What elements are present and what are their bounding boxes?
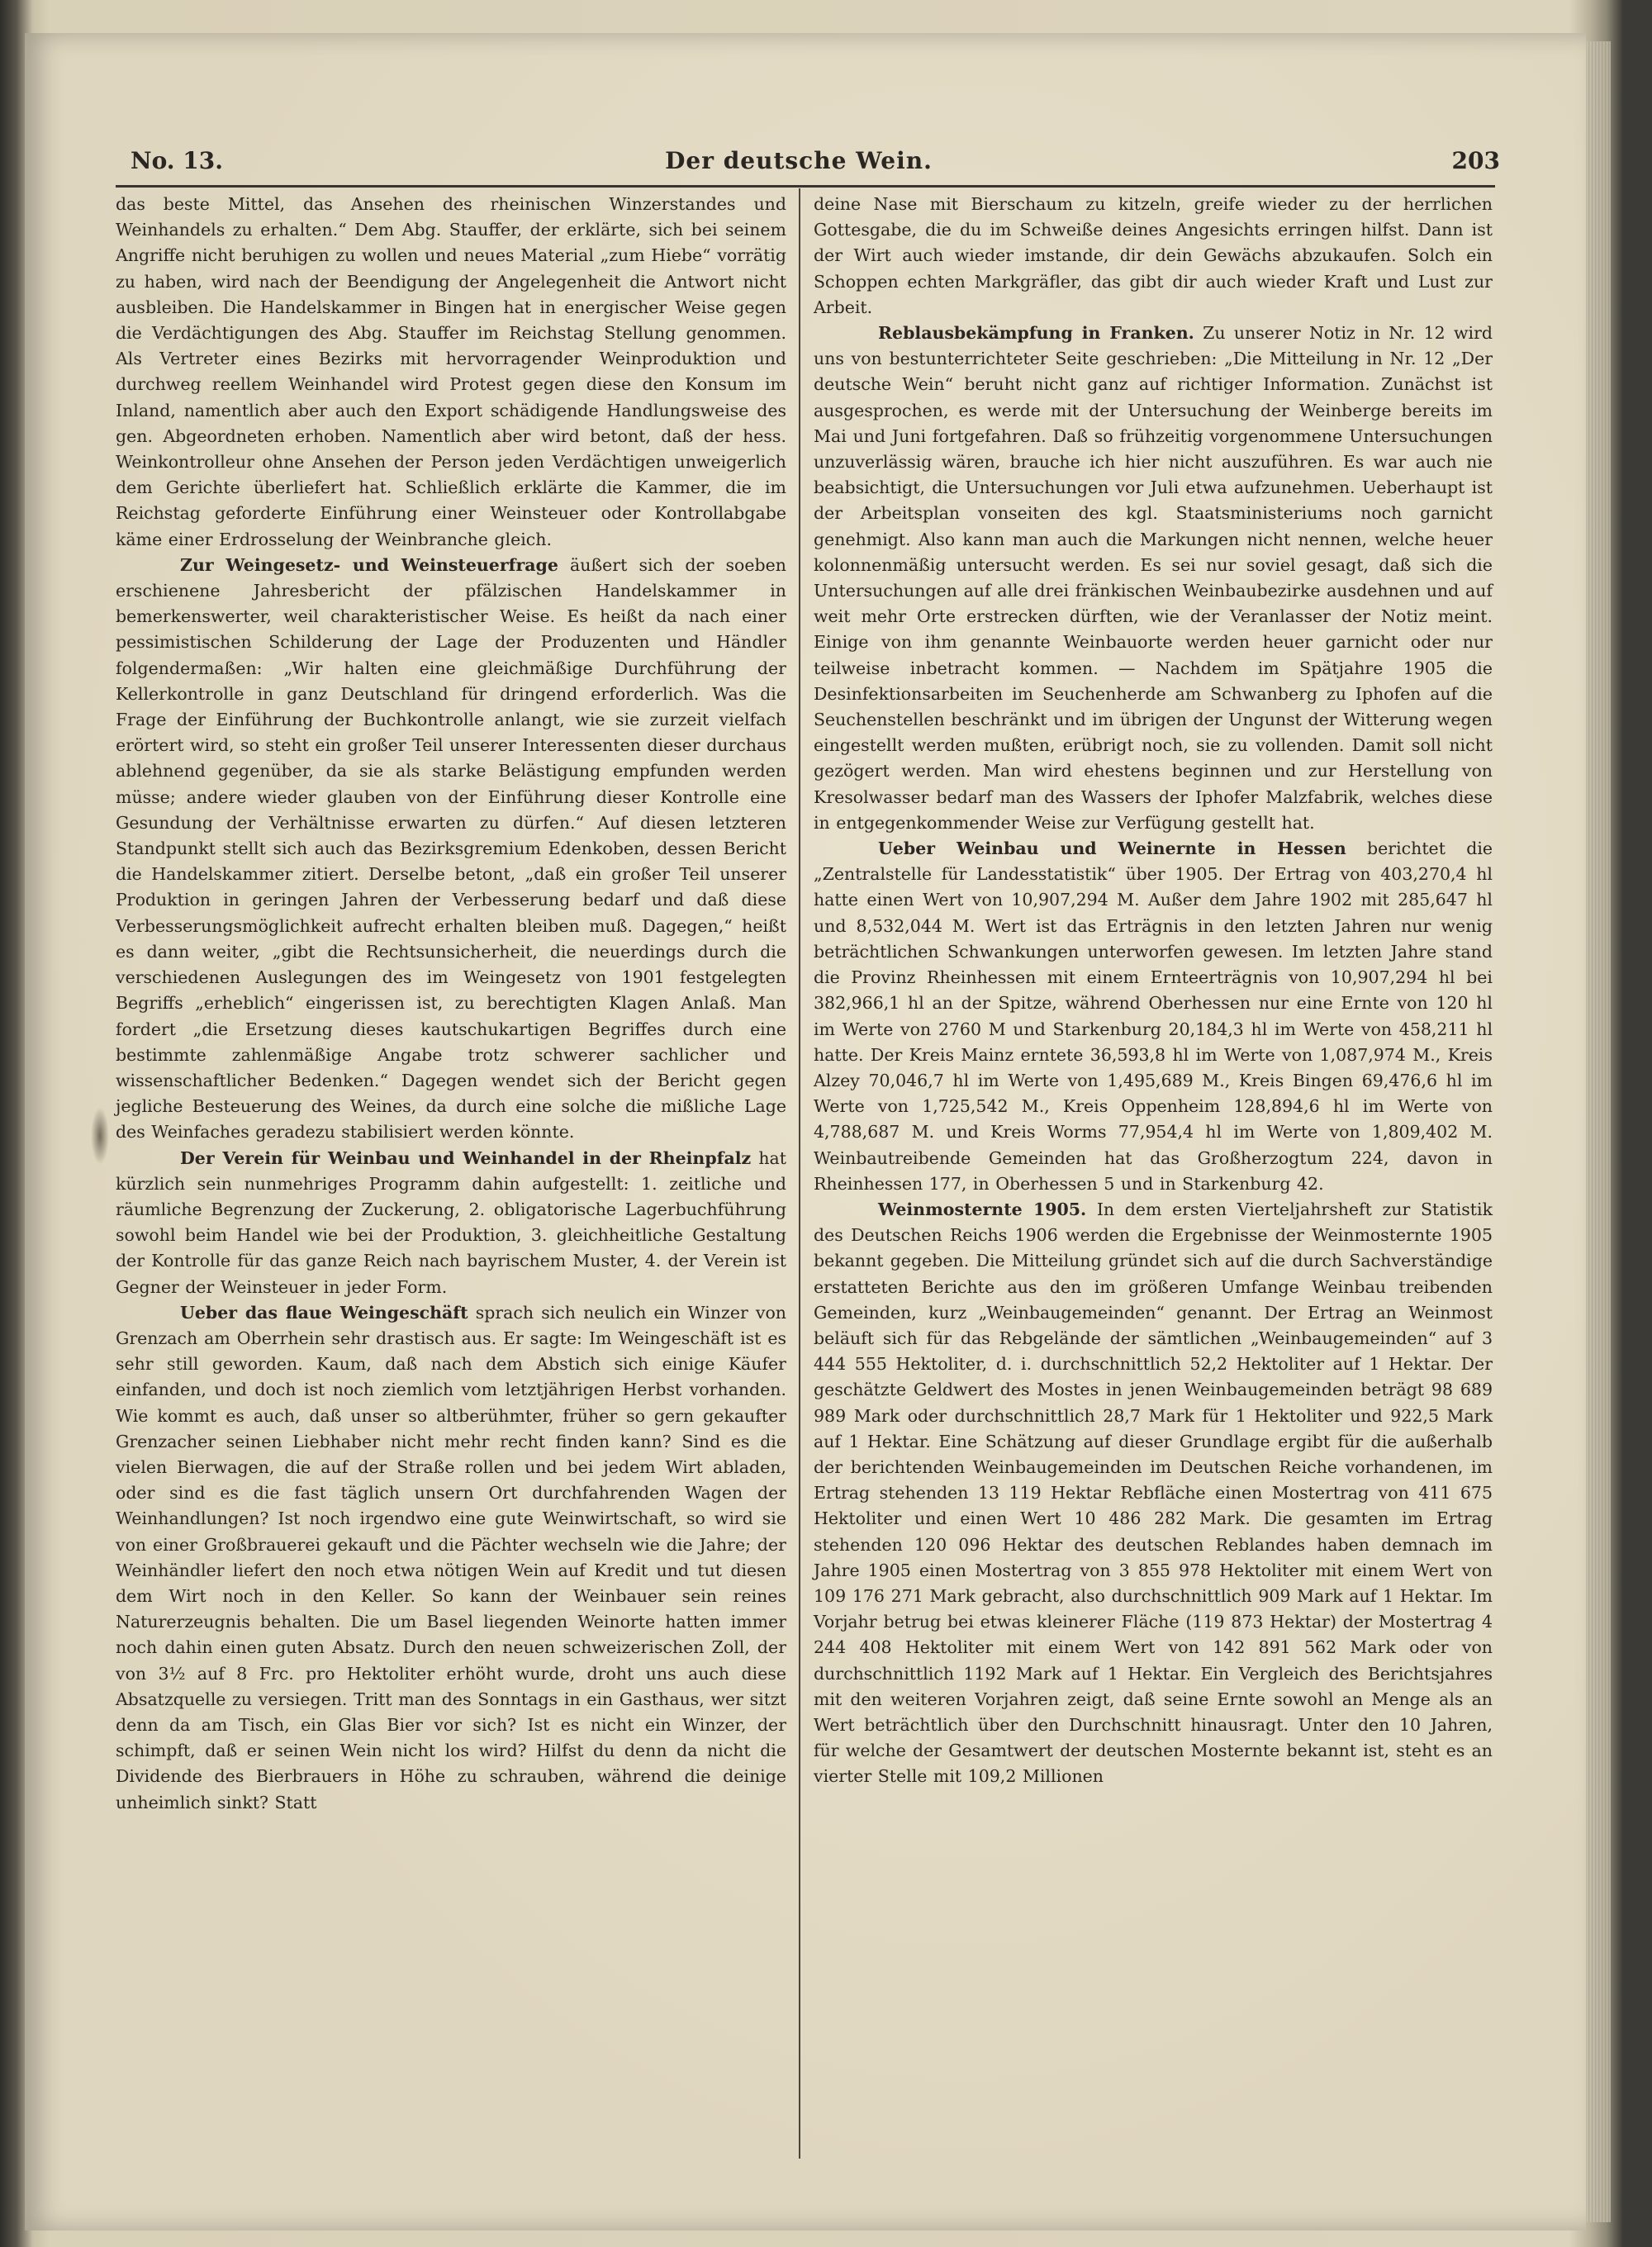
paragraph: [116, 1300, 786, 1816]
paragraph-text: hat kürzlich sein nunmehriges Programm dahin aufgestellt: 1. zeitliche und räumliche Begrenzung der Zuckerung, 2. obligatorische Lagerbuchführung sowohl beim Handel wie bei der Produktion, 3. gleichheitliche Gestaltung der Kontrolle für das ganze Reich nach bayrischem Muster, 4. der Verein ist Gegner der Weinsteuer in jeder Form.: [116, 1147, 786, 1297]
paragraph-text: äußert sich der soeben erschienene Jahresbericht der pfälzischen Handelskammer in bemerkenswerter, weil charakteristischer Weise. Es heißt da nach einer pessimistischen Schilderung der Lage der Produzenten und Händler folgendermaßen: „Wir halten eine gleichmäßige Durchführung der Kellerkontrolle in ganz Deutschland für dringend erforderlich. Was die Frage der Einführung der Buchkontrolle anlangt, wie sie zurzeit vielfach erörtert wird, so steht ein großer Teil unserer Interessenten dieser durchaus ablehnend gegenüber, da sie als starke Belästigung empfunden werden müsse; andere wieder glauben von der Einführung dieser Kontrolle eine Gesundung der Verhältnisse erwarten zu dürfen.“ Auf diesen letzteren Standpunkt stellt sich auch das Bezirksgremium Edenkoben, dessen Bericht die Handelskammer zitiert. Derselbe betont, „daß ein großer Teil unserer Produktion in geringen Jahren der Verbesserung bedarf und daß diese Verbesserungsmöglichkeit aufrecht erhalten bleiben muß. Dagegen,“ heißt es dann weiter, „gibt die Rechtsunsicherheit, die neuerdings durch die verschiedenen Auslegungen des im Weingesetz von 1901 festgelegten Begriffs „erheblich“ eingerissen ist, zu berechtigten Klagen Anlaß. Man fordert „die Ersetzung dieses kautschukartigen Begriffes durch eine bestimmte zahlenmäßige Angabe trotz schwerer sachlicher und wissenschaftlicher Bedenken.“ Dagegen wendet sich der Bericht gegen jegliche Besteuerung des Weines, da durch eine solche die mißliche Lage des Weinfaches geradezu stabilisiert werden könnte.: [116, 554, 786, 1143]
ink-stain: [91, 1107, 109, 1165]
paragraph-heading: Weinmosternte 1905.: [878, 1199, 1087, 1219]
paragraph-text: In dem ersten Vierteljahrsheft zur Statistik des Deutschen Reichs 1906 werden die Ergebnisse der Weinmosternte 1905 bekannt gegeben. Die Mitteilung gründet sich auf die durch Sachverständige erstatteten Berichte aus den im größeren Umfange Weinbau treibenden Gemeinden, kurz „Weinbaugemeinden“ genannt. Der Ertrag an Weinmost beläuft sich für das Rebgelände der sämtlichen „Weinbaugemeinden“ auf 3 444 555 Hektoliter, d. i. durchschnittlich 52,2 Hektoliter auf 1 Hektar. Der geschätzte Geldwert des Mostes in jenen Weinbaugemeinden beträgt 98 689 989 Mark oder durchschnittlich 28,7 Mark für 1 Hektoliter und 922,5 Mark auf 1 Hektar. Eine Schätzung auf dieser Grundlage ergibt für die außerhalb der berichtenden Weinbaugemeinden im Deutschen Reiche vorhandenen, im Ertrag stehenden 13 119 Hektar Rebfläche einen Mostertrag von 411 675 Hektoliter und einen Wert 10 486 282 Mark. Die gesamten im Ertrag stehenden 120 096 Hektar des deutschen Reblandes haben demnach im Jahre 1905 einen Mostertrag von 3 855 978 Hektoliter mit einem Wert von 109 176 271 Mark gebracht, also durchschnittlich 909 Mark auf 1 Hektar. Im Vorjahr betrug bei etwas kleinerer Fläche (119 873 Hektar) der Mostertrag 4 244 408 Hektoliter mit einem Wert von 142 891 562 Mark oder von durchschnittlich 1192 Mark auf 1 Hektar. Ein Vergleich des Berichtsjahres mit den weiteren Vorjahren zeigt, daß seine Ernte sowohl an Menge als an Wert beträchtlich über den Durchschnitt hinausragt. Unter den 10 Jahren, für welche der Gesamtwert der deutschen Mosternte bekannt ist, steht es an vierter Stelle mit 109,2 Millionen: [814, 1199, 1493, 1787]
page-number: 203: [1451, 147, 1500, 174]
paragraph-text: Zu unserer Notiz in Nr. 12 wird uns von bestunterrichteter Seite geschrieben: „Die Mitteilung in Nr. 12 „Der deutsche Wein“ beruht nicht ganz auf richtiger Information. Zunächst ist ausgesprochen, es werde mit der Untersuchung der Weinberge bereits im Mai und Juni fortgefahren. Daß so frühzeitig vorgenommene Untersuchungen unzuverlässig wären, brauche ich hier nicht auszuführen. Es war auch nie beabsichtigt, die Untersuchungen vor Juli etwa aufzunehmen. Ueberhaupt ist der Arbeitsplan vonseiten des kgl. Staatsministeriums noch garnicht genehmigt. Also kann man auch die Markungen nicht nennen, welche heuer kolonnenmäßig untersucht werden. Es sei nur soviel gesagt, daß sich die Untersuchungen auf alle drei fränkischen Weinbaubezirke ausdehnen und auf weit mehr Orte erstrecken dürften, wie der Veranlasser der Notiz meint. Einige von ihm genannte Weinbauorte werden heuer garnicht oder nur teilweise inbetracht kommen. — Nachdem im Spätjahre 1905 die Desinfektionsarbeiten im Seuchenherde am Schwanberg zu Iphofen auf die Seuchenstellen beschränkt und im übrigen der Ungunst der Witterung wegen eingestellt werden mußten, erübrigt noch, sie zu vollenden. Damit soll nicht gezögert werden. Man wird ehestens beginnen und zur Herstellung von Kresolwasser bedarf man des Wassers der Iphofer Malzfabrik, welches diese in entgegenkommender Weise zur Verfügung gestellt hat.: [814, 323, 1493, 833]
journal-title: Der deutsche Wein.: [665, 147, 933, 174]
paragraph: [814, 836, 1493, 1197]
column-divider: [799, 188, 800, 2159]
paragraph: [814, 321, 1493, 836]
paragraph-text: deine Nase mit Bierschaum zu kitzeln, greife wieder zu der herrlichen Gottesgabe, die du im Schweiße deines Angesichts erringen hilfst. Dann ist der Wirt auch wieder imstande, dir dein Gewächs abzukaufen. Solch ein Schoppen echten Markgräfler, das gibt dir auch wieder Kraft und Lust zur Arbeit.: [814, 194, 1493, 317]
paragraph-heading: Der Verein für Weinbau und Weinhandel in der Rheinpfalz: [180, 1147, 752, 1168]
paragraph-heading: Ueber das flaue Weingeschäft: [180, 1302, 468, 1323]
left-column: [116, 192, 786, 1816]
paragraph: [116, 1146, 786, 1300]
header-rule: [116, 185, 1495, 188]
paragraph-text: sprach sich neulich ein Winzer von Grenzach am Oberrhein sehr drastisch aus. Er sagte: Im Weingeschäft ist es sehr still geworden. Kaum, daß nach dem Abstich sich einige Käufer einfanden, und doch ist noch ziemlich vom letztjährigen Herbst vorhanden. Wie kommt es auch, daß unser so altberühmter, früher so gern gekaufter Grenzacher seinen Liebhaber nicht mehr recht finden kann? Sind es die vielen Bierwagen, die auf der Straße rollen und bei jedem Wirt abladen, oder sind es die fast täglich unsern Ort durchfahrenden Wagen der Weinhandlungen? Ist noch irgendwo eine gute Weinwirtschaft, so wird sie von einer Großbrauerei gekauft und die Pächter wechseln wie die Jahre; der Weinhändler liefert den noch etwa nötigen Wein auf Kredit und tut diesen dem Wirt noch in den Keller. So kann der Weinbauer sein reines Naturerzeugnis behalten. Die um Basel liegenden Weinorte hatten immer noch dahin einen guten Absatz. Durch den neuen schweizerischen Zoll, der von 3½ auf 8 Frc. pro Hektoliter erhöht wurde, droht uns auch diese Absatzquelle zu versiegen. Tritt man des Sonntags in ein Gasthaus, wer sitzt denn da am Tisch, ein Glas Bier vor sich? Ist es nicht ein Winzer, der schimpft, daß er seinen Wein nicht los wird? Hilfst du denn da nicht die Dividende des Bierbrauers in Höhe zu schrauben, während die deinige unheimlich sinkt? Statt: [116, 1302, 787, 1812]
paragraph-text: das beste Mittel, das Ansehen des rheinischen Winzerstandes und Weinhandels zu erhalten.“ Dem Abg. Stauffer, der erklärte, sich bei seinem Angriffe nicht beruhigen zu wollen und neues Material „zum Hiebe“ vorrätig zu haben, wird nach der Beendigung der Angelegenheit die Antwort nicht ausbleiben. Die Handelskammer in Bingen hat in energischer Weise gegen die Verdächtigungen des Abg. Stauffer im Reichstag Stellung genommen. Als Vertreter eines Bezirks mit hervorragender Weinproduktion und durchweg reellem Weinhandel wird Protest gegen diese den Konsum im Inland, namentlich aber auch den Export schädigende Handlungsweise des gen. Abgeordneten erhoben. Namentlich aber wird betont, daß der hess. Weinkontrolleur ohne Ansehen der Person jeden Verdächtigen unweigerlich dem Gerichte überliefert hat. Schließlich erklärte die Kammer, die im Reichstag geforderte Einführung einer Weinsteuer oder Kontrollabgabe käme einer Erdrosselung der Weinbranche gleich.: [116, 194, 786, 549]
paragraph-text: berichtet die „Zentralstelle für Landesstatistik“ über 1905. Der Ertrag von 403,270,4 hl hatte einen Wert von 10,907,294 M. Außer dem Jahre 1902 mit 285,647 hl und 8,532,044 M. Wert ist das Erträgnis in den letzten Jahren nur wenig beträchtlichen Schwankungen unterworfen gewesen. Im letzten Jahre stand die Provinz Rheinhessen mit einem Ernteerträgnis von 10,907,294 hl bei 382,966,1 hl an der Spitze, während Oberhessen nur eine Ernte von 120 hl im Werte von 2760 M und Starkenburg 20,184,3 hl im Werte von 458,211 hl hatte. Der Kreis Mainz erntete 36,593,8 hl im Werte von 1,087,974 M., Kreis Alzey 70,046,7 hl im Werte von 1,495,689 M., Kreis Bingen 69,476,6 hl im Werte von 1,725,542 M., Kreis Oppenheim 128,894,6 hl im Werte von 4,788,687 M. und Kreis Worms 77,954,4 hl im Werte von 1,809,402 M. Weinbautreibende Gemeinden hat das Großherzogtum 224, davon in Rheinhessen 177, in Oberhessen 5 und in Starkenburg 42.: [814, 838, 1493, 1194]
paragraph-heading: Zur Weingesetz- und Weinsteuerfrage: [180, 554, 558, 575]
right-column: [814, 192, 1493, 1790]
issue-number: No. 13.: [131, 147, 223, 174]
paragraph-heading: Reblausbekämpfung in Franken.: [878, 323, 1194, 344]
page-header: [97, 144, 1500, 180]
page-edges: [1586, 41, 1611, 2222]
paragraph: [814, 1197, 1493, 1790]
paragraph-heading: Ueber Weinbau und Weinernte in Hessen: [878, 838, 1346, 859]
paragraph: [116, 553, 786, 1146]
paragraph: [814, 192, 1493, 321]
paragraph: [116, 192, 786, 553]
